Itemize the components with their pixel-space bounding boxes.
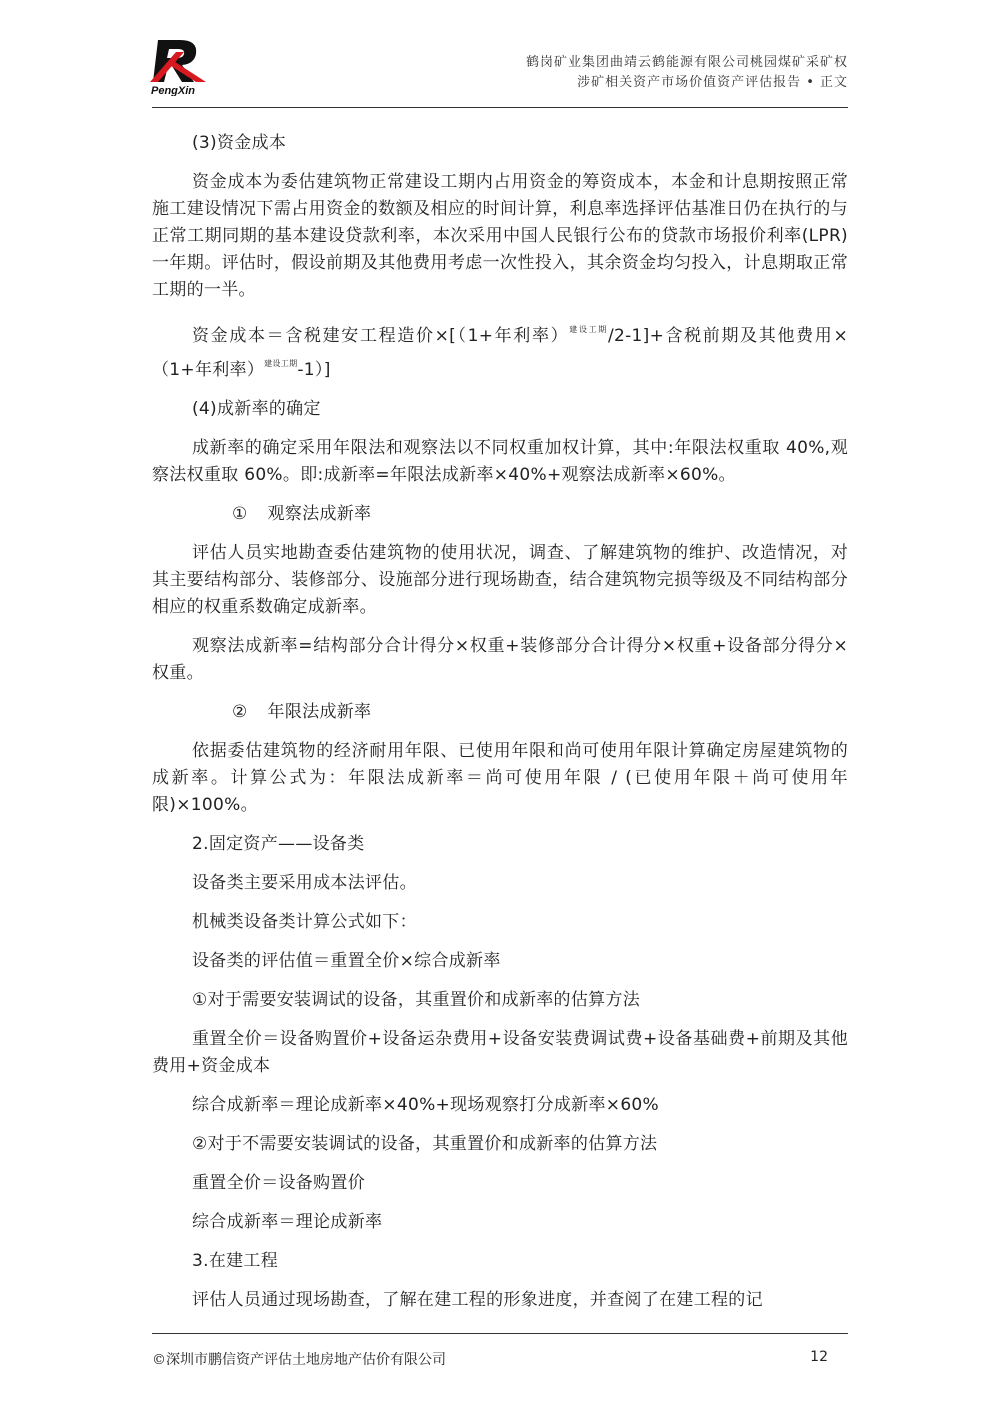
logo-text: PengXin	[151, 85, 196, 96]
paragraph-equipment-9: 综合成新率＝理论成新率	[192, 1212, 383, 1232]
pengxin-logo-icon	[150, 38, 212, 96]
paragraph-equipment-8: 重置全价＝设备购置价	[192, 1173, 365, 1193]
paragraph-observation-formula: 观察法成新率=结构部分合计得分×权重+装修部分合计得分×权重+设备部分得分×权重。	[152, 636, 848, 683]
heading-equipment: 2.固定资产——设备类	[192, 834, 365, 854]
paragraph-construction: 评估人员通过现场勘查，了解在建工程的形象进度，并查阅了在建工程的记	[192, 1290, 763, 1310]
paragraph-equipment-7: ②对于不需要安装调试的设备，其重置价和成新率的估算方法	[192, 1134, 658, 1154]
heading-construction: 3.在建工程	[192, 1251, 279, 1271]
formula-part-1: 资金成本＝含税建安工程造价×[（1+年利率）	[192, 326, 570, 346]
formula-capital-cost	[152, 316, 848, 384]
header-line-1: 鹤岗矿业集团曲靖云鹤能源有限公司桃园煤矿采矿权	[525, 55, 848, 70]
page-number: 12	[810, 1349, 828, 1365]
paragraph-equipment-3: 设备类的评估值＝重置全价×综合成新率	[192, 951, 501, 971]
paragraph-capital-cost: 资金成本为委估建筑物正常建设工期内占用资金的筹资成本，本金和计息期按照正常施工建设情况下需占用资金的数额及相应的时间计算，利息率选择评估基准日仍在执行的与正常工期同期的基本建设贷款利率，本次采用中国人民银行公布的贷款市场报价利率(LPR)一年期。评估时，假设前期及其他费用考虑一次性投入，其余资金均匀投入，计息期取正常工期的一半。	[152, 172, 848, 300]
paragraph-observation: 评估人员实地勘查委估建筑物的使用状况，调查、了解建筑物的维护、改造情况，对其主要结构部分、装修部分、设施部分进行现场勘查，结合建筑物完损等级及不同结构部分相应的权重系数确定成新率。	[152, 543, 848, 617]
circled-number-2: ②	[232, 702, 248, 722]
heading-capital-cost: (3)资金成本	[192, 133, 287, 153]
paragraph-equipment-2: 机械类设备类计算公式如下：	[192, 912, 417, 932]
report-header	[526, 53, 848, 93]
heading-newness: (4)成新率的确定	[192, 399, 321, 419]
header-divider	[152, 107, 848, 108]
paragraph-newness: 成新率的确定采用年限法和观察法以不同权重加权计算，其中:年限法权重取 40%,观察法权重取 60%。即:成新率=年限法成新率×40%+观察法成新率×60%。	[152, 438, 848, 485]
formula-part-2: /2-1]+含税前期及其他费用×（1+年利率）	[152, 326, 848, 380]
paragraph-equipment-4: ①对于需要安装调试的设备，其重置价和成新率的估算方法	[192, 990, 641, 1010]
paragraph-age-method: 依据委估建筑物的经济耐用年限、已使用年限和尚可使用年限计算确定房屋建筑物的成新率。计算公式为：年限法成新率＝尚可使用年限 / (已使用年限＋尚可使用年限)×100%。	[152, 741, 848, 815]
heading-observation-label: 观察法成新率	[267, 504, 372, 524]
heading-age-method-label: 年限法成新率	[267, 702, 372, 722]
header-line-2: 涉矿相关资产市场价值资产评估报告 • 正文	[577, 75, 848, 90]
circled-number-1: ①	[232, 504, 248, 524]
paragraph-equipment-5: 重置全价＝设备购置价+设备运杂费用+设备安装费调试费+设备基础费+前期及其他费用+资金成本	[152, 1029, 848, 1076]
paragraph-equipment-6: 综合成新率＝理论成新率×40%+现场观察打分成新率×60%	[192, 1095, 660, 1115]
footer-divider	[152, 1333, 848, 1334]
document-body	[152, 130, 848, 1314]
formula-superscript-1: 建设工期	[569, 325, 608, 334]
paragraph-equipment-1: 设备类主要采用成本法评估。	[192, 873, 417, 893]
formula-part-3: -1）]	[297, 360, 331, 380]
heading-observation	[152, 501, 848, 528]
heading-age-method	[152, 699, 848, 726]
company-logo	[150, 38, 212, 96]
footer-company: ©深圳市鹏信资产评估土地房地产估价有限公司	[152, 1352, 446, 1368]
formula-superscript-2: 建设工期	[264, 359, 298, 368]
